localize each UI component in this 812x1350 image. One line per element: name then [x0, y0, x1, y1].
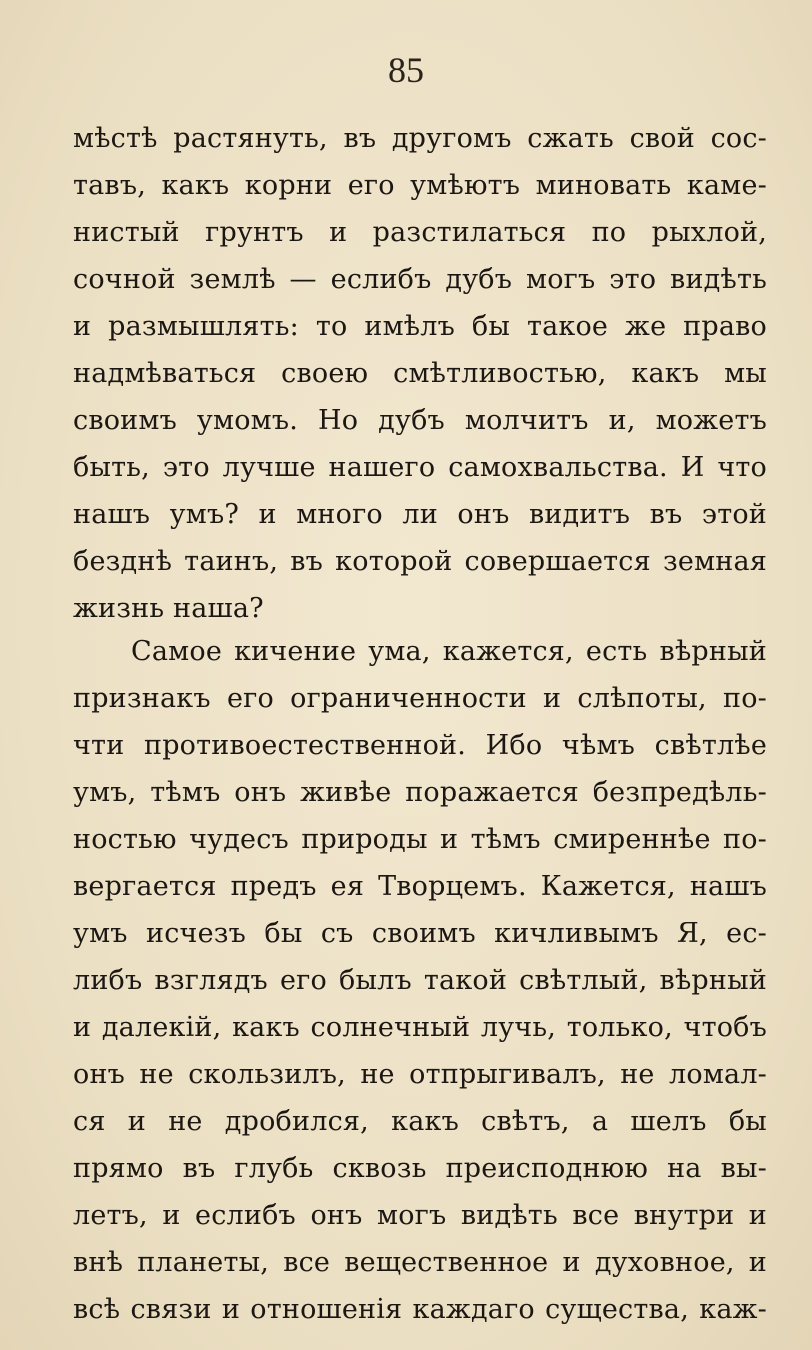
- text-line: прямо въ глубь сквозь преисподнюю на вы-: [73, 1153, 767, 1184]
- text-line: и далекій, какъ солнечный лучь, только, чтобъ: [73, 1012, 767, 1043]
- text-line: внѣ планеты, все вещественное и духовное, и: [73, 1247, 767, 1278]
- text-line: быть, это лучше нашего самохвальства. И что: [73, 452, 767, 483]
- text-line: умъ исчезъ бы съ своимъ кичливымъ Я, ес-: [73, 918, 767, 949]
- text-line: тавъ, какъ корни его умѣютъ миновать каме-: [73, 170, 767, 201]
- paragraph-1: [73, 115, 767, 632]
- text-line: своимъ умомъ. Но дубъ молчитъ и, можетъ: [73, 405, 767, 436]
- text-line: нашъ умъ? и много ли онъ видитъ въ этой: [73, 499, 767, 530]
- text-line: онъ не скользилъ, не отпрыгивалъ, не ломал-: [73, 1059, 767, 1090]
- text-line: ностью чудесъ природы и тѣмъ смиреннѣе по-: [73, 824, 767, 855]
- text-line: надмѣваться своею смѣтливостью, какъ мы: [73, 358, 767, 389]
- text-line: вергается предъ ея Творцемъ. Кажется, нашъ: [73, 871, 767, 902]
- text-line: нистый грунтъ и разстилаться по рыхлой,: [73, 217, 767, 248]
- text-line: безднѣ таинъ, въ которой совершается земная: [73, 546, 767, 577]
- text-line: мѣстѣ растянуть, въ другомъ сжать свой сос-: [73, 123, 767, 154]
- text-line: умъ, тѣмъ онъ живѣе поражается безпредѣль-: [73, 777, 767, 808]
- text-line: чти противоестественной. Ибо чѣмъ свѣтлѣе: [73, 730, 767, 761]
- paragraph-2: [73, 628, 767, 1333]
- page-number: 85: [388, 50, 424, 90]
- text-line: летъ, и еслибъ онъ могъ видѣть все внутри и: [73, 1200, 767, 1231]
- text-line: сочной землѣ — еслибъ дубъ могъ это видѣть: [73, 264, 767, 295]
- text-line: и размышлять: то имѣлъ бы такое же право: [73, 311, 767, 342]
- text-line: Самое кичение ума, кажется, есть вѣрный: [131, 636, 767, 667]
- text-line: либъ взглядъ его былъ такой свѣтлый, вѣрный: [73, 965, 767, 996]
- text-line: ся и не дробился, какъ свѣтъ, а шелъ бы: [73, 1106, 767, 1137]
- text-line: всѣ связи и отношенія каждаго существа, каж-: [73, 1294, 767, 1325]
- text-line: признакъ его ограниченности и слѣпоты, по-: [73, 683, 767, 714]
- text-line: жизнь наша?: [73, 593, 264, 624]
